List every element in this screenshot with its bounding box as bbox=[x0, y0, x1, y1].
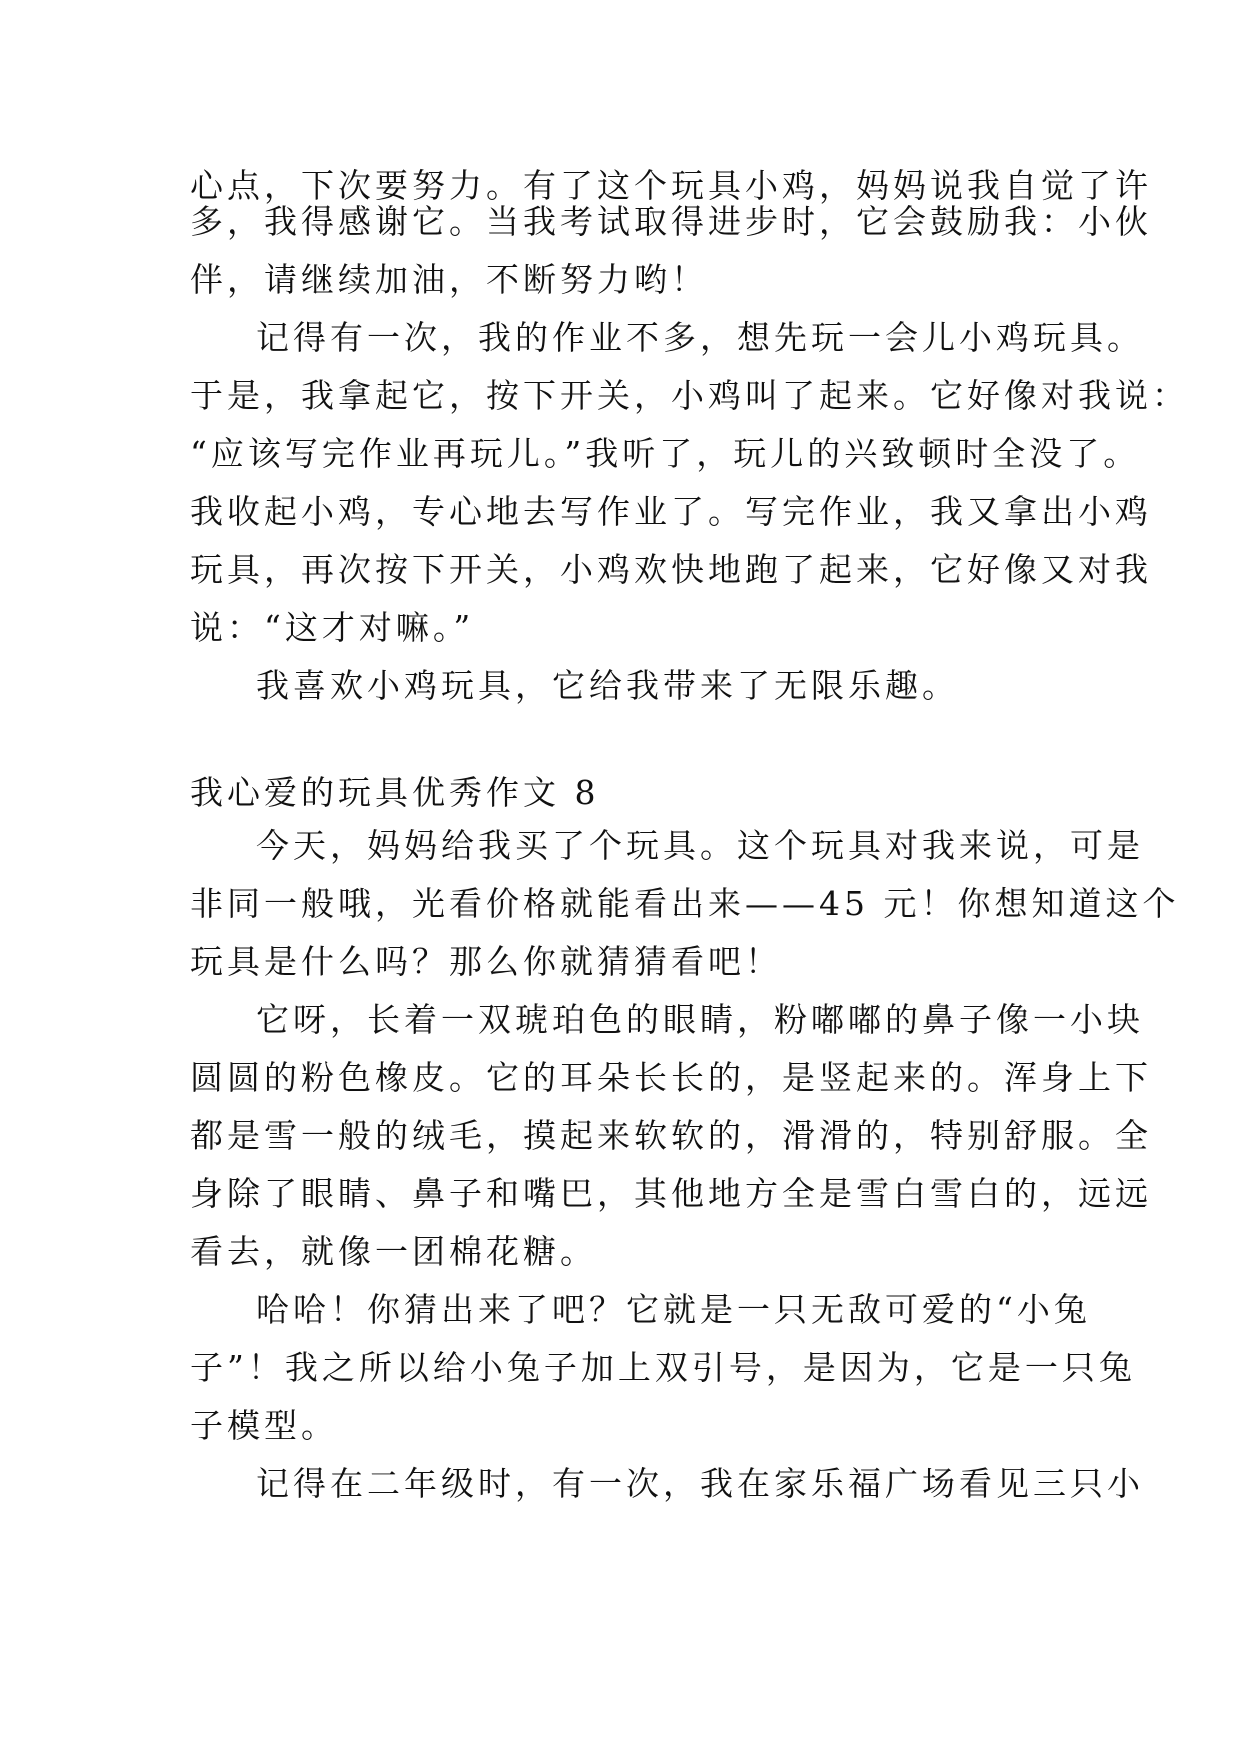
text-line: 说：“这才对嘛。” bbox=[190, 608, 475, 647]
text-line: 子模型。 bbox=[190, 1406, 338, 1445]
text-line: 非同一般哦，光看价格就能看出来——45 元！你想知道这个 bbox=[190, 884, 1180, 923]
paragraph-start-line: 记得在二年级时，有一次，我在家乐福广场看见三只小 bbox=[256, 1464, 1144, 1503]
paragraph-start-line: 我喜欢小鸡玩具，它给我带来了无限乐趣。 bbox=[256, 666, 959, 705]
text-line: 多，我得感谢它。当我考试取得进步时，它会鼓励我：小伙 bbox=[190, 202, 1152, 241]
text-line: 心点，下次要努力。有了这个玩具小鸡，妈妈说我自觉了许 bbox=[190, 166, 1152, 205]
paragraph-start-line: 记得有一次，我的作业不多，想先玩一会儿小鸡玩具。 bbox=[256, 318, 1144, 357]
text-line: 玩具，再次按下开关，小鸡欢快地跑了起来，它好像又对我 bbox=[190, 550, 1152, 589]
text-line: 看去，就像一团棉花糖。 bbox=[190, 1232, 597, 1271]
text-line: 身除了眼睛、鼻子和嘴巴，其他地方全是雪白雪白的，远远 bbox=[190, 1174, 1152, 1213]
text-line: 伴，请继续加油，不断努力哟！ bbox=[190, 260, 708, 299]
text-line: “应该写完作业再玩儿。”我听了，玩儿的兴致顿时全没了。 bbox=[190, 434, 1141, 473]
text-line: 我收起小鸡，专心地去写作业了。写完作业，我又拿出小鸡 bbox=[190, 492, 1152, 531]
paragraph-start-line: 它呀，长着一双琥珀色的眼睛，粉嘟嘟的鼻子像一小块 bbox=[256, 1000, 1144, 1039]
paragraph-start-line: 哈哈！你猜出来了吧？它就是一只无敌可爱的“小兔 bbox=[256, 1290, 1091, 1329]
text-line: 圆圆的粉色橡皮。它的耳朵长长的，是竖起来的。浑身上下 bbox=[190, 1058, 1152, 1097]
text-line: 都是雪一般的绒毛，摸起来软软的，滑滑的，特别舒服。全 bbox=[190, 1116, 1152, 1155]
text-line: 于是，我拿起它，按下开关，小鸡叫了起来。它好像对我说： bbox=[190, 376, 1189, 415]
text-line: 玩具是什么吗？那么你就猜猜看吧！ bbox=[190, 942, 782, 981]
text-line: 子”！我之所以给小兔子加上双引号，是因为，它是一只兔 bbox=[190, 1348, 1136, 1387]
section-heading: 我心爱的玩具优秀作文 8 bbox=[190, 773, 600, 812]
paragraph-start-line: 今天，妈妈给我买了个玩具。这个玩具对我来说，可是 bbox=[256, 826, 1144, 865]
